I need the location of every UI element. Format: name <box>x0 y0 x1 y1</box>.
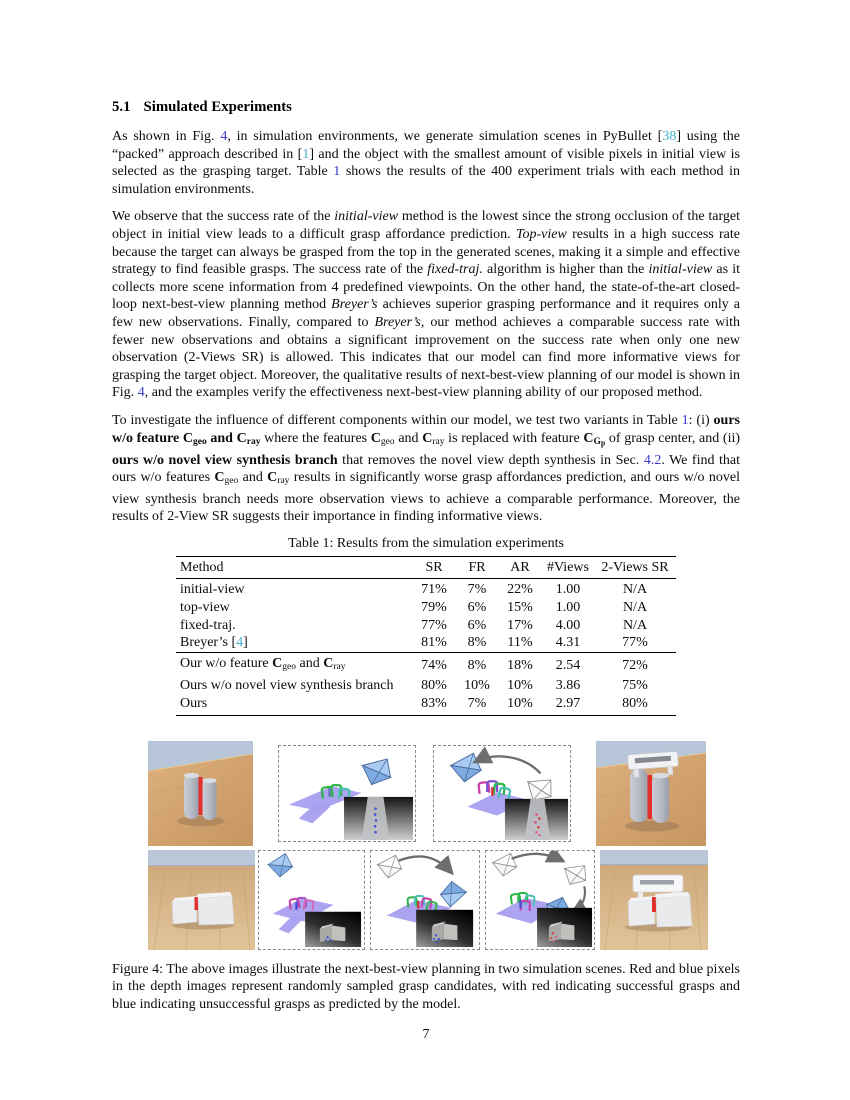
table-cell: initial-view <box>180 582 245 598</box>
table-cell: 4.00 <box>555 617 581 633</box>
section-title: Simulated Experiments <box>143 99 292 115</box>
depth-image-inset <box>305 912 361 947</box>
internal-ref-link[interactable]: 4 <box>220 129 228 144</box>
table-row <box>176 617 676 635</box>
table-cell: 10% <box>507 678 533 694</box>
table-cell: N/A <box>622 599 648 615</box>
citation-link[interactable]: 38 <box>662 129 677 144</box>
target-marker <box>199 777 203 815</box>
table-header-cell: FR <box>456 557 498 579</box>
table-cell: Our w/o feature $C_{geo}$ and $C_{ray}$ <box>176 653 412 677</box>
internal-ref-link[interactable]: 1 <box>681 412 689 428</box>
table-row <box>176 653 676 677</box>
table-cell: 71% <box>421 582 447 598</box>
motion-arrow-icon <box>512 854 563 861</box>
camera-frustum-icon <box>438 878 470 908</box>
table-header-cell: #Views <box>542 557 594 579</box>
table-header-cell: AR <box>498 557 542 579</box>
scene-photo-grasp-boxes <box>600 850 708 950</box>
table-cell: 81% <box>421 635 447 651</box>
paragraph-2: We observe that the success rate of the initial-view method is the lowest since the strong occlusion of the target object in initial view leads to a difficult grasp affordance prediction. Top-view results in a high success rate because the target can always be grasped from the top in the generated scenes, making it a simple and effective strategy to find feasible grasps. The success rate of the fixed-traj. algorithm is higher than the initial-view as it collects more scene information from 4 predefined viewpoints. On the other hand, the state-of-the-art closed-loop next-best-view planning method Breyer’s achieves superior grasping performance and it requires only a few new observations. Finally, compared to Breyer’s, our method achieves a comparable success rate with fewer new observations and obtains a significant improvement on the success rate when only one new observation (2-Views SR) is allowed. This indicates that our model can find more informative views for grasping the target object. Moreover, the qualitative results of next-best-view planning of our model is shown in Fig. 4, and the examples verify the effectiveness next-best-view planning ability of our proposed method. <box>112 209 741 401</box>
motion-arrow-icon <box>398 856 451 872</box>
section-number: 5.1 <box>112 99 131 115</box>
paragraph-3: To investigate the influence of different components within our model, we test two variants in Table 1: (i) ours w/o feature $C_{geo}$ and $C_{ray}$ where the features $C_{geo}$ and $C_{ray}$ is replaced with feature $C_{Gp}$ of grasp center, and (ii) ours w/o novel view synthesis branch that removes the novel view depth synthesis in Sec. 4.2. We find that ours w/o features $C_{geo}$ and $C_{ray}$ results in significantly worse grasp affordances prediction, and ours w/o novel view synthesis branch needs more observation views to achieve a comparable performance. Moreover, the results of 2-View SR suggests their importance in finding informative views. <box>112 412 741 525</box>
table-header-cell: Method <box>176 557 412 579</box>
table-cell: 6% <box>467 617 487 633</box>
depth-image-inset <box>416 910 473 947</box>
target-marker <box>648 775 653 819</box>
table-cell: 4.31 <box>555 635 581 651</box>
citation-link[interactable]: 1 <box>302 146 310 162</box>
internal-ref-link[interactable]: 1 <box>333 164 341 180</box>
target-marker <box>652 897 656 912</box>
table-cell: Breyer’s [4] <box>180 635 248 651</box>
page-number: 7 <box>422 1026 430 1042</box>
table-cell: 8% <box>467 635 487 651</box>
figure-row-1 <box>148 741 708 846</box>
results-table <box>176 556 676 716</box>
motion-arrow-icon <box>475 756 540 773</box>
section-heading <box>112 99 740 116</box>
table-header-row <box>176 557 676 579</box>
table-cell: N/A <box>622 617 648 633</box>
table-cell: 77% <box>421 617 447 633</box>
paragraph-1: As shown in Fig. 4, in simulation environments, we generate simulation scenes in PyBullet [38] using the “packed” approach described in [1] and the object with the smallest amount of visible pixels in initial view is selected as the grasping target. Table 1 shows the results of the 400 experiment trials with each method in simulation environments. <box>112 129 740 197</box>
table-cell: 2.54 <box>542 653 594 677</box>
scene-photo-initial-cylinders <box>148 741 253 846</box>
table-header-cell: 2-Views SR <box>594 557 676 579</box>
nbv-panel-1-cylinders <box>278 745 416 842</box>
camera-frustum-icon <box>360 756 393 787</box>
table-cell: 77% <box>622 635 648 651</box>
table-cell: Ours <box>176 695 412 715</box>
table-cell: 18% <box>498 653 542 677</box>
table-cell: 79% <box>421 599 447 615</box>
table-cell: 1.00 <box>555 582 581 598</box>
table-header-cell: SR <box>412 557 456 579</box>
nbv-panel-2-boxes <box>370 850 480 950</box>
table-cell: 10% <box>498 695 542 715</box>
camera-frustum-icon <box>450 752 482 782</box>
depth-image-inset <box>537 908 592 947</box>
camera-frustum-outline-icon <box>377 855 402 879</box>
table-cell: 7% <box>467 582 487 598</box>
table-cell: 80% <box>421 678 447 694</box>
shadow <box>177 816 225 826</box>
table-cell: 1.00 <box>555 599 581 615</box>
table-cell: 11% <box>507 635 533 651</box>
target-cylinders <box>184 773 217 820</box>
table-cell: N/A <box>622 582 648 598</box>
shadow <box>625 820 679 831</box>
scene-photo-grasp-cylinders <box>596 741 706 846</box>
table-cell: 6% <box>467 599 487 615</box>
figure-4 <box>148 741 708 950</box>
table-cell: 3.86 <box>555 678 581 694</box>
internal-ref-link[interactable]: 4 <box>137 385 145 401</box>
figure-row-2 <box>148 850 708 950</box>
nbv-panel-2-cylinders <box>433 745 571 842</box>
camera-frustum-icon <box>267 853 294 879</box>
nbv-panel-3-boxes <box>485 850 595 950</box>
internal-ref-link[interactable]: 4.2 <box>643 452 662 468</box>
table-cell: 10% <box>464 678 490 694</box>
table-row <box>176 695 676 715</box>
table-cell: 7% <box>456 695 498 715</box>
table-cell: 22% <box>507 582 533 598</box>
scene-photo-initial-boxes <box>148 850 255 950</box>
table-row <box>176 677 676 695</box>
table-row <box>176 634 676 652</box>
table-cell: fixed-traj. <box>180 617 236 633</box>
camera-frustum-outline-icon <box>492 853 517 877</box>
depth-image-inset <box>505 799 568 840</box>
table-cell: 74% <box>412 653 456 677</box>
table-cell: 15% <box>507 599 533 615</box>
table-row <box>176 599 676 617</box>
table-row <box>176 579 676 599</box>
depth-image-inset <box>344 797 413 840</box>
table-cell: 80% <box>594 695 676 715</box>
table-caption: Table 1: Results from the simulation experiments <box>288 536 564 552</box>
table-cell: top-view <box>180 599 230 615</box>
table-cell: 75% <box>622 678 648 694</box>
figure-caption: Figure 4: The above images illustrate the next-best-view planning in two simulation scenes. Red and blue pixels in the depth images represent randomly sampled grasp candidates, with red indicating successful grasps and blue indicating unsuccessful grasps as predicted by the model. <box>112 961 740 1012</box>
table-cell: 72% <box>594 653 676 677</box>
citation-link[interactable]: 4 <box>236 635 244 651</box>
table-cell: Ours w/o novel view synthesis branch <box>180 678 394 694</box>
table-cell: 8% <box>456 653 498 677</box>
page-content <box>112 99 740 1043</box>
table-1 <box>112 536 740 716</box>
nbv-panel-1-boxes <box>258 850 365 950</box>
camera-frustum-outline-icon <box>561 861 589 888</box>
table-cell: 17% <box>507 617 533 633</box>
table-cell: 83% <box>412 695 456 715</box>
table-cell: 2.97 <box>542 695 594 715</box>
